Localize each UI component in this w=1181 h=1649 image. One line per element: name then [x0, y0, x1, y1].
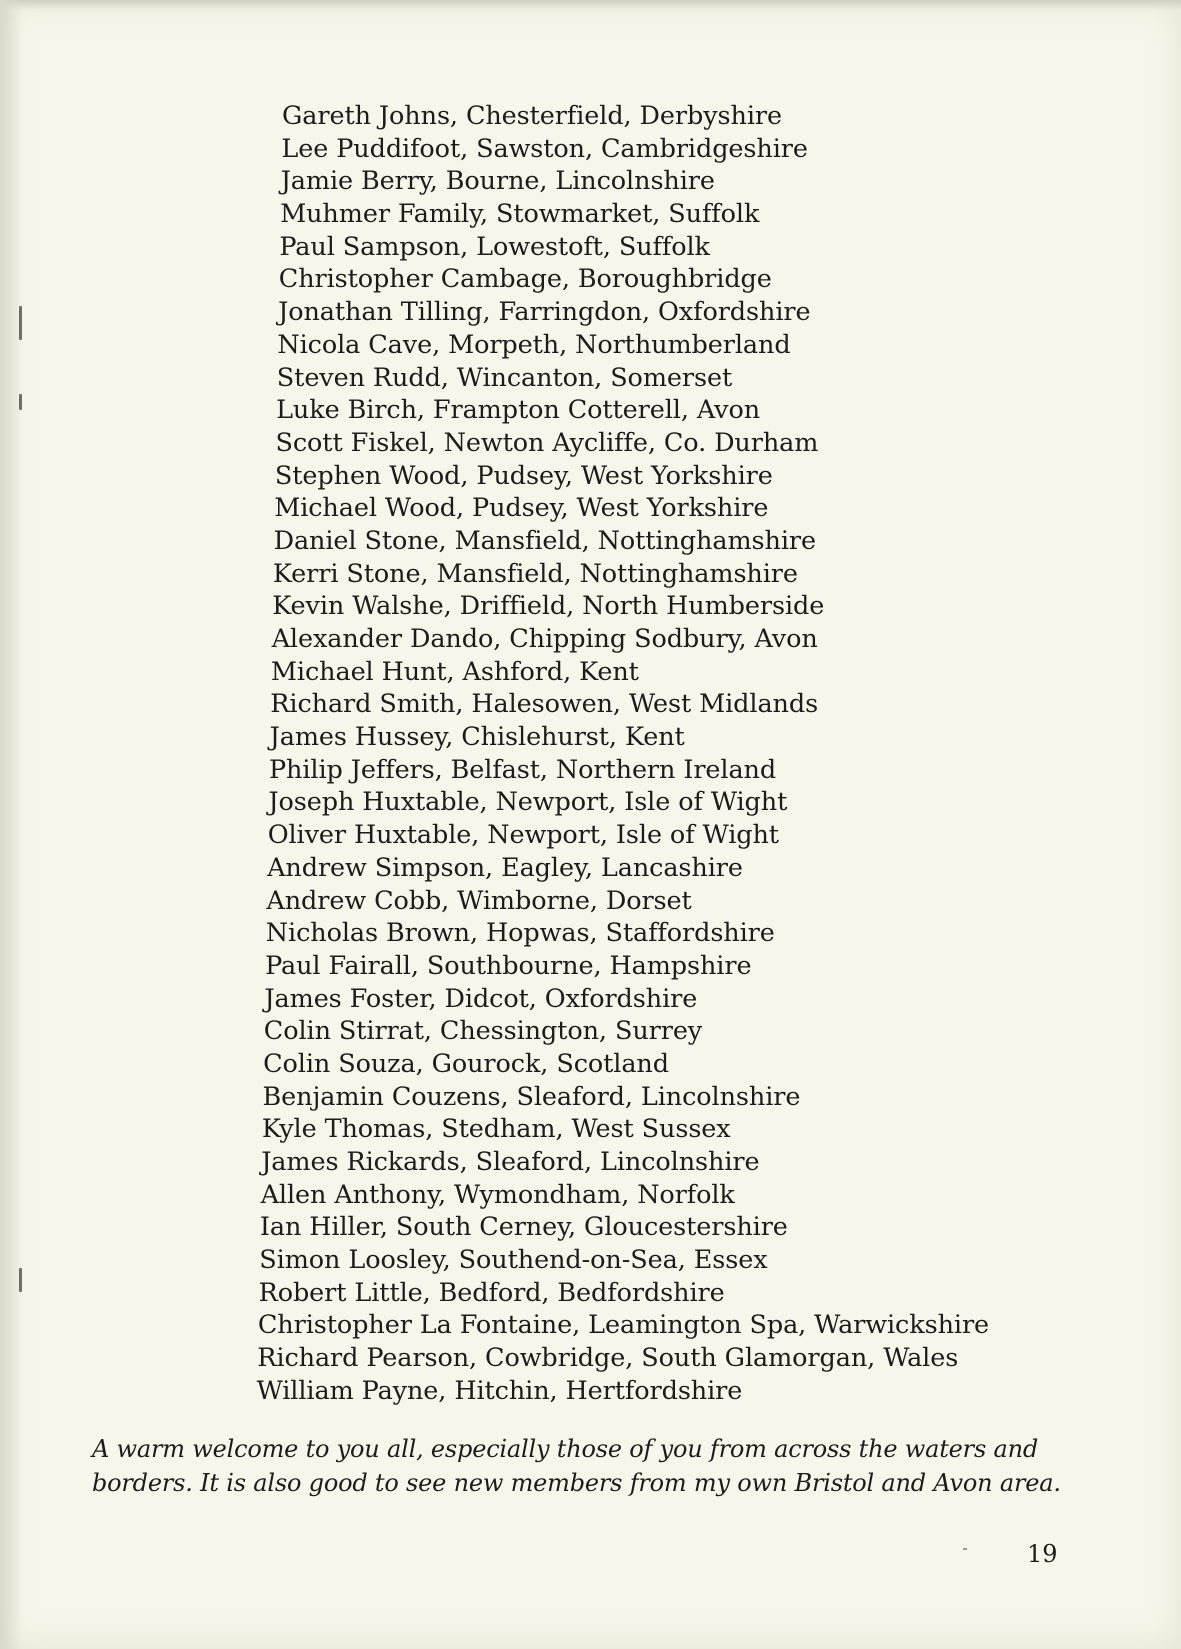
member-entry: Paul Fairall, Southbourne, Hampshire [265, 950, 752, 981]
member-entry: Daniel Stone, Mansfield, Nottinghamshire [273, 525, 816, 556]
member-entry: James Hussey, Chislehurst, Kent [269, 722, 685, 753]
member-entry: Robert Little, Bedford, Bedfordshire [258, 1277, 725, 1308]
member-entry: Christopher Cambage, Boroughbridge [278, 264, 772, 295]
member-entry: Paul Sampson, Lowestoft, Suffolk [279, 231, 710, 262]
page-top-edge [0, 0, 1181, 10]
member-entry: Andrew Simpson, Eagley, Lancashire [267, 852, 743, 883]
member-entry: Kyle Thomas, Stedham, West Sussex [261, 1114, 731, 1145]
member-entry: Jamie Berry, Bourne, Lincolnshire [280, 166, 715, 197]
member-entry: Steven Rudd, Wincanton, Somerset [276, 362, 733, 393]
member-entry: Kevin Walshe, Driffield, North Humberside [272, 591, 825, 622]
member-entry: Gareth Johns, Chesterfield, Derbyshire [282, 101, 782, 131]
member-entry: Michael Hunt, Ashford, Kent [270, 656, 639, 687]
member-entry: Benjamin Couzens, Sleaford, Lincolnshire [262, 1081, 801, 1112]
member-entry: Muhmer Family, Stowmarket, Suffolk [280, 199, 760, 230]
member-entry: Richard Pearson, Cowbridge, South Glamorgan, Wales [257, 1343, 959, 1374]
member-entry: Colin Souza, Gourock, Scotland [263, 1048, 669, 1079]
member-entry: Luke Birch, Frampton Cotterell, Avon [276, 395, 761, 426]
member-entry: Michael Wood, Pudsey, West Yorkshire [274, 493, 769, 524]
member-entry: William Payne, Hitchin, Hertfordshire [256, 1375, 743, 1406]
new-members-list [0, 100, 990, 1408]
member-entry: Christopher La Fontaine, Leamington Spa, Warwickshire [257, 1310, 990, 1341]
member-entry: Ian Hiller, South Cerney, Gloucestershire [259, 1212, 788, 1243]
member-entry: Kerri Stone, Mansfield, Nottinghamshire [272, 558, 798, 589]
welcome-message [92, 1432, 1092, 1500]
member-entry: Alexander Dando, Chipping Sodbury, Avon [271, 624, 818, 654]
member-entry: Andrew Cobb, Wimborne, Dorset [266, 885, 692, 916]
member-entry: Joseph Huxtable, Newport, Isle of Wight [268, 787, 788, 818]
member-entry: James Rickards, Sleaford, Lincolnshire [261, 1147, 760, 1177]
member-entry: Stephen Wood, Pudsey, West Yorkshire [274, 460, 773, 491]
member-entry: Nicholas Brown, Hopwas, Staffordshire [265, 918, 775, 949]
member-entry: Nicola Cave, Morpeth, Northumberland [277, 329, 791, 360]
member-entry: Allen Anthony, Wymondham, Norfolk [260, 1179, 735, 1210]
print-speck [963, 1548, 967, 1550]
member-entry: Simon Loosley, Southend-on-Sea, Essex [259, 1245, 768, 1276]
member-entry: Scott Fiskel, Newton Aycliffe, Co. Durham [275, 427, 819, 458]
welcome-line-2: borders. It is also good to see new members from my own Bristol and Avon area. [92, 1469, 1061, 1497]
member-entry: Lee Puddifoot, Sawston, Cambridgeshire [281, 133, 808, 164]
welcome-line-1: A warm welcome to you all, especially those of you from across the waters and [92, 1435, 1039, 1463]
page-number: 19 [1027, 1540, 1058, 1568]
member-entry: Philip Jeffers, Belfast, Northern Ireland [269, 754, 777, 785]
member-entry: Richard Smith, Halesowen, West Midlands [270, 689, 819, 720]
member-entry: Oliver Huxtable, Newport, Isle of Wight [267, 820, 779, 851]
member-entry: Colin Stirrat, Chessington, Surrey [263, 1016, 703, 1047]
member-entry: James Foster, Didcot, Oxfordshire [264, 983, 698, 1014]
member-entry: Jonathan Tilling, Farringdon, Oxfordshire [278, 297, 811, 328]
